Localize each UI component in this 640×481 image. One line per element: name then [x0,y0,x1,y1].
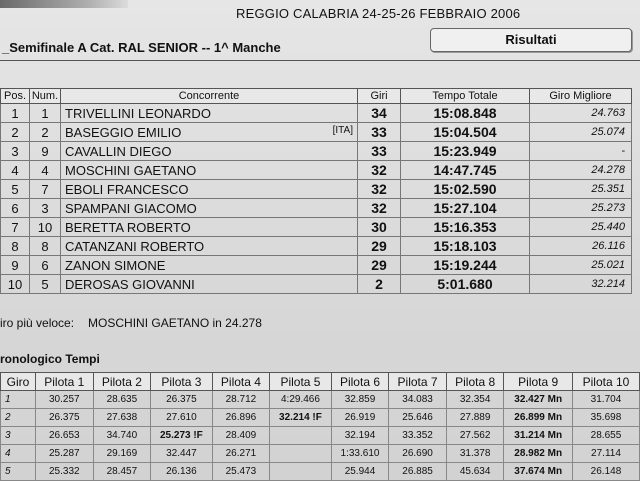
cell-best-lap [530,123,632,142]
lap-number: 5 [1,463,36,481]
table-row [1,218,632,237]
cell-pos-text: 2 [11,124,19,140]
lap-time: 1:33.610 [331,445,389,463]
cell-total-time-text: 15:02.590 [433,181,497,197]
lap-time: 33.352 [389,427,447,445]
cell-total-time-text: 14:47.745 [433,162,497,178]
lap-time: 4:29.466 [270,391,331,409]
header-laps: Giri [358,89,401,104]
cell-num [30,142,61,161]
cell-pos-text: 7 [11,219,19,235]
cell-best-lap-text: 25.021 [591,259,625,271]
table-row [1,237,632,256]
lap-time: 26.690 [389,445,447,463]
header-total-time: Tempo Totale [401,89,530,104]
cell-laps-text: 33 [371,124,387,140]
cell-pos [1,142,30,161]
cell-num-text: 5 [41,276,49,292]
lap-time: 26.899 Mn [504,409,573,427]
lap-time: 28.655 [572,427,639,445]
cell-num [30,123,61,142]
lap-time: 26.271 [212,445,270,463]
cell-pos [1,123,30,142]
table-row [1,104,632,123]
lap-header-cell: Pilota 5 [270,373,331,391]
lap-time: 31.378 [446,445,504,463]
lap-time: 37.674 Mn [504,463,573,481]
cell-num [30,104,61,123]
fastest-lap-label: iro più veloce: [0,316,75,330]
cell-best-lap [530,142,632,161]
cell-driver-text: EBOLI FRANCESCO [65,181,189,197]
lap-time: 27.610 [151,409,212,427]
lap-time: 27.889 [446,409,504,427]
cell-best-lap [530,104,632,123]
classification-header [1,89,632,104]
cell-driver [61,104,358,123]
cell-driver [61,199,358,218]
cell-total-time [401,275,530,294]
cell-total-time-text: 15:04.504 [433,124,497,140]
lap-time: 27.114 [572,445,639,463]
cell-laps [358,275,401,294]
cell-total-time-text: 15:23.949 [433,143,497,159]
table-row [1,445,640,463]
table-row [1,123,632,142]
race-title: _Semifinale A Cat. RAL SENIOR -- 1^ Manche [2,40,281,55]
cell-num-text: 4 [41,162,49,178]
lap-time: 32.194 [331,427,389,445]
lap-time: 32.214 !F [270,409,331,427]
chrono-title: ronologico Tempi [0,352,100,366]
lap-time: 31.214 Mn [504,427,573,445]
cell-driver-text: DEROSAS GIOVANNI [65,276,195,292]
lap-time: 34.083 [389,391,447,409]
cell-best-lap-text: 25.074 [591,126,625,138]
lap-time: 25.646 [389,409,447,427]
cell-total-time [401,218,530,237]
fastest-lap-value: MOSCHINI GAETANO in 24.278 [88,316,262,330]
cell-pos [1,104,30,123]
cell-driver-text: CATANZANI ROBERTO [65,238,205,254]
cell-driver [61,218,358,237]
header-pos: Pos. [1,89,30,104]
table-row [1,256,632,275]
cell-num-text: 10 [37,219,53,235]
event-title: REGGIO CALABRIA 24-25-26 FEBBRAIO 2006 [236,6,521,21]
cell-pos-text: 6 [11,200,19,216]
cell-pos [1,161,30,180]
table-row [1,161,632,180]
lap-time: 30.257 [36,391,94,409]
lap-time: 31.704 [572,391,639,409]
lap-time [270,427,331,445]
cell-num-text: 6 [41,257,49,273]
cell-laps-text: 29 [371,238,387,254]
cell-driver-text: TRIVELLINI LEONARDO [65,105,211,121]
cell-num-text: 2 [41,124,49,140]
cell-laps-text: 30 [371,219,387,235]
nationality: [ITA] [332,124,353,136]
cell-driver [61,256,358,275]
cell-total-time [401,180,530,199]
classification-table [0,88,632,294]
table-row [1,463,640,481]
cell-total-time [401,256,530,275]
cell-laps-text: 32 [371,200,387,216]
cell-pos-text: 1 [11,105,19,121]
cell-pos-text: 10 [7,276,23,292]
lap-number: 4 [1,445,36,463]
cell-num-text: 1 [41,105,49,121]
lap-time: 26.375 [151,391,212,409]
cell-laps-text: 29 [371,257,387,273]
logo-strip [0,0,128,8]
cell-laps [358,161,401,180]
lap-time: 32.427 Mn [504,391,573,409]
lap-header-cell: Pilota 4 [212,373,270,391]
cell-laps [358,199,401,218]
cell-num [30,237,61,256]
lap-time: 25.944 [331,463,389,481]
cell-laps-text: 34 [371,105,387,121]
table-row [1,427,640,445]
cell-pos-text: 9 [11,257,19,273]
fastest-lap [0,316,262,330]
lap-time: 34.740 [93,427,151,445]
table-row [1,391,640,409]
lap-header-cell: Pilota 1 [36,373,94,391]
cell-best-lap-text: 24.278 [591,164,625,176]
lap-time: 25.273 !F [151,427,212,445]
cell-pos-text: 8 [11,238,19,254]
cell-laps-text: 2 [375,276,383,292]
cell-driver [61,161,358,180]
cell-laps [358,256,401,275]
lap-time: 32.859 [331,391,389,409]
lap-time: 32.447 [151,445,212,463]
lap-time: 35.698 [572,409,639,427]
table-row [1,275,632,294]
lap-number: 1 [1,391,36,409]
lap-time: 25.473 [212,463,270,481]
cell-pos [1,180,30,199]
lap-time: 26.136 [151,463,212,481]
table-row [1,409,640,427]
cell-num [30,256,61,275]
cell-best-lap-text: 25.351 [591,183,625,195]
cell-total-time [401,142,530,161]
cell-best-lap [530,237,632,256]
lap-time: 26.896 [212,409,270,427]
cell-driver-text: CAVALLIN DIEGO [65,143,172,159]
lap-header-cell: Pilota 8 [446,373,504,391]
cell-best-lap-text: 24.763 [591,107,625,119]
lap-header-cell: Pilota 2 [93,373,151,391]
cell-best-lap-text: 26.116 [592,240,625,252]
cell-driver-text: ZANON SIMONE [65,257,166,273]
cell-total-time [401,123,530,142]
cell-total-time [401,161,530,180]
cell-total-time-text: 15:08.848 [433,105,497,121]
cell-total-time-text: 15:19.244 [433,257,497,273]
cell-num-text: 7 [41,181,49,197]
cell-best-lap-text: 25.273 [591,202,625,214]
lap-number: 2 [1,409,36,427]
cell-best-lap [530,180,632,199]
cell-total-time [401,199,530,218]
lap-time: 27.562 [446,427,504,445]
cell-laps-text: 32 [371,181,387,197]
cell-num-text: 8 [41,238,49,254]
cell-driver [61,180,358,199]
cell-driver-text: MOSCHINI GAETANO [65,162,197,178]
lap-time: 27.638 [93,409,151,427]
cell-num-text: 3 [41,200,49,216]
lap-time: 28.635 [93,391,151,409]
lap-time [270,463,331,481]
cell-laps [358,180,401,199]
cell-driver-text: BERETTA ROBERTO [65,219,191,235]
cell-pos [1,275,30,294]
cell-best-lap [530,275,632,294]
cell-best-lap-text: 25.440 [591,221,625,233]
cell-best-lap-text: 32.214 [591,278,625,290]
cell-driver [61,237,358,256]
header-best-lap: Giro Migliore [530,89,632,104]
lap-times-header [1,373,640,391]
cell-laps [358,218,401,237]
lap-header-cell: Pilota 3 [151,373,212,391]
cell-best-lap [530,161,632,180]
cell-pos [1,199,30,218]
cell-num [30,180,61,199]
cell-laps-text: 33 [371,143,387,159]
cell-total-time-text: 15:27.104 [433,200,497,216]
cell-best-lap-text: - [621,145,625,157]
cell-driver [61,123,358,142]
cell-num [30,199,61,218]
header-driver: Concorrente [61,89,358,104]
lap-times-table [0,372,640,481]
results-label: Risultati [430,28,632,52]
lap-header-cell: Pilota 7 [389,373,447,391]
lap-time: 26.375 [36,409,94,427]
cell-pos [1,237,30,256]
cell-pos-text: 5 [11,181,19,197]
lap-time: 45.634 [446,463,504,481]
cell-total-time [401,104,530,123]
cell-best-lap [530,218,632,237]
cell-total-time-text: 15:18.103 [433,238,497,254]
cell-num [30,161,61,180]
cell-driver [61,142,358,161]
cell-total-time-text: 15:16.353 [433,219,497,235]
cell-total-time [401,237,530,256]
cell-total-time-text: 5:01.680 [437,276,493,292]
lap-time: 26.653 [36,427,94,445]
cell-pos-text: 3 [11,143,19,159]
lap-time: 25.332 [36,463,94,481]
cell-laps [358,142,401,161]
lap-time: 28.409 [212,427,270,445]
lap-header-cell: Pilota 9 [504,373,573,391]
table-row [1,180,632,199]
lap-time: 25.287 [36,445,94,463]
lap-time: 28.457 [93,463,151,481]
cell-pos-text: 4 [11,162,19,178]
lap-header-cell: Giro [1,373,36,391]
lap-time: 28.712 [212,391,270,409]
header-num: Num. [30,89,61,104]
lap-time: 32.354 [446,391,504,409]
lap-time: 26.885 [389,463,447,481]
lap-time: 29.169 [93,445,151,463]
cell-best-lap [530,256,632,275]
lap-time [270,445,331,463]
cell-num [30,275,61,294]
cell-num [30,218,61,237]
cell-driver-text: BASEGGIO EMILIO [65,124,182,140]
lap-number: 3 [1,427,36,445]
cell-driver-text: SPAMPANI GIACOMO [65,200,197,216]
lap-header-cell: Pilota 10 [572,373,639,391]
lap-header-cell: Pilota 6 [331,373,389,391]
cell-pos [1,218,30,237]
cell-driver [61,275,358,294]
lap-time: 26.919 [331,409,389,427]
cell-laps [358,237,401,256]
cell-pos [1,256,30,275]
cell-best-lap [530,199,632,218]
table-row [1,199,632,218]
cell-laps [358,123,401,142]
table-row [1,142,632,161]
lap-time: 26.148 [572,463,639,481]
cell-laps [358,104,401,123]
cell-laps-text: 32 [371,162,387,178]
cell-num-text: 9 [41,143,49,159]
lap-time: 28.982 Mn [504,445,573,463]
divider [0,60,640,61]
